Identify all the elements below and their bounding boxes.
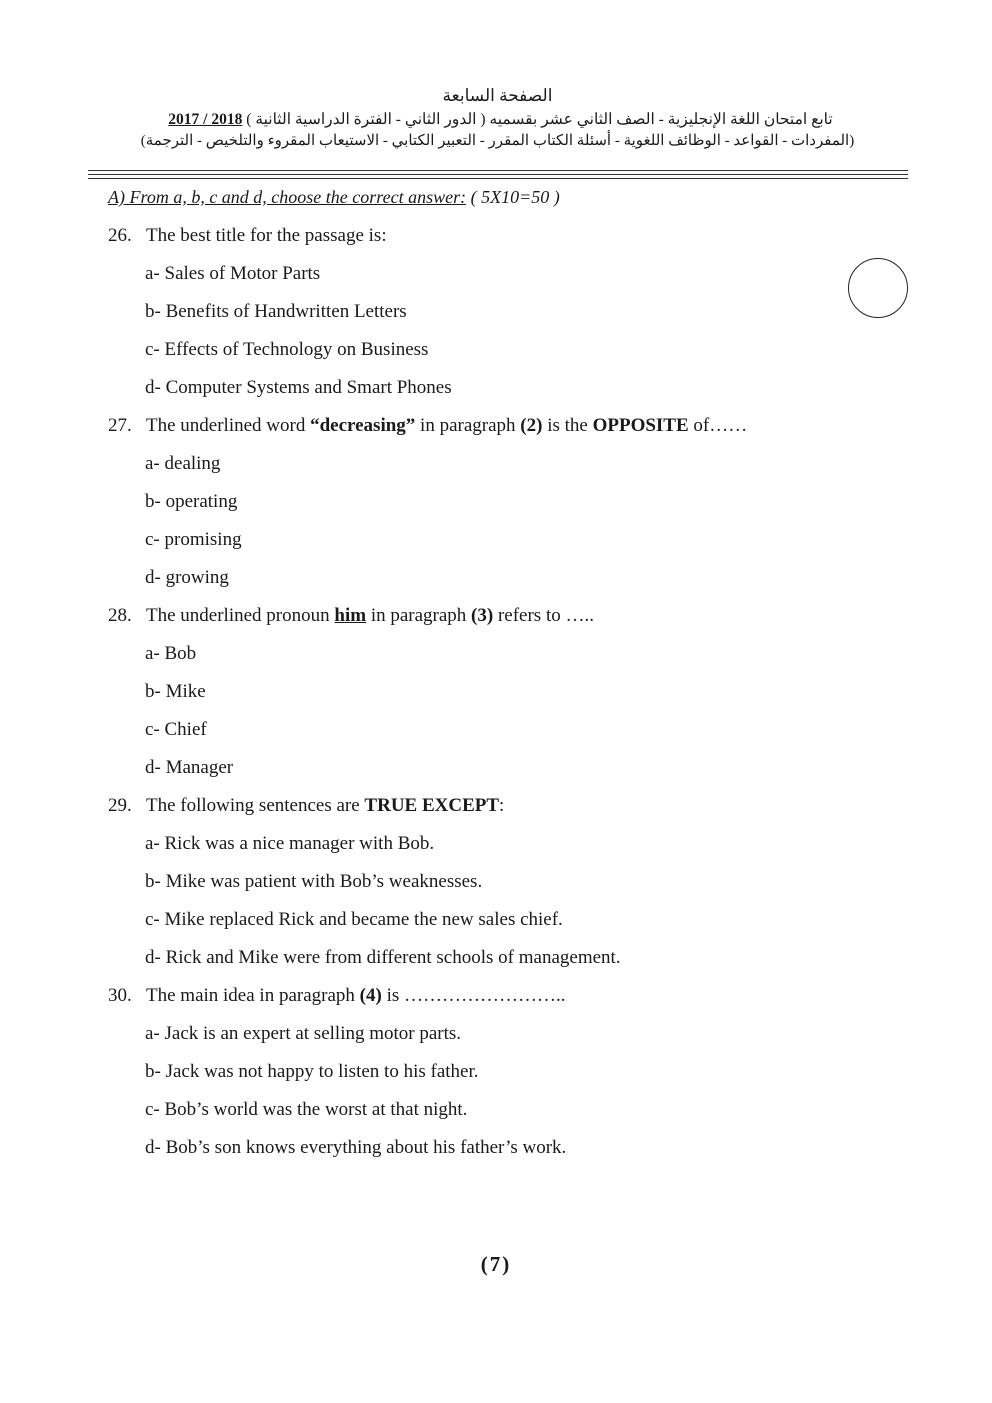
question-text-part: The underlined pronoun [146,605,335,626]
option-29d: d- Rick and Mike were from different schools of management. [145,947,621,968]
section-instruction: A) From a, b, c and d, choose the correct answer: [108,187,467,207]
paragraph-ref: (4) [359,985,382,1006]
question-29 [108,795,504,817]
question-28 [108,605,594,627]
question-number: 28. [108,605,132,626]
option-27c: c- promising [145,529,242,550]
option-29b: b- Mike was patient with Bob’s weaknesses. [145,871,483,892]
question-keyword: “decreasing” [310,415,416,436]
option-30b: b- Jack was not happy to listen to his father. [145,1061,479,1082]
question-text-part: : [499,795,505,816]
question-keyword: OPPOSITE [592,415,689,436]
question-keyword: TRUE EXCEPT [364,795,500,816]
paragraph-ref: (3) [471,605,494,626]
exam-topics-line: (المفردات - القواعد - الوظائف اللغوية - أسئلة الكتاب المقرر - التعبير الكتابي - الاستيعاب المقروء والتلخيص - الترجمة) [140,133,855,149]
option-26d: d- Computer Systems and Smart Phones [145,377,452,398]
header-divider [88,178,908,179]
score-circle [848,258,908,318]
question-text-part: refers to ….. [493,605,594,626]
question-text-part: in paragraph [366,605,472,626]
page-header [90,86,905,150]
question-text-part: The following sentences are [146,795,365,816]
option-28b: b- Mike [145,681,206,702]
header-divider [88,170,908,171]
option-27a: a- dealing [145,453,221,474]
section-marks: ( 5X10=50 ) [470,187,560,207]
section-title [108,187,560,208]
question-number: 30. [108,985,132,1006]
question-number: 26. [108,225,132,246]
option-27d: d- growing [145,567,229,588]
option-30a: a- Jack is an expert at selling motor parts. [145,1023,462,1044]
option-28c: c- Chief [145,719,207,740]
exam-title-line [90,110,905,129]
option-26b: b- Benefits of Handwritten Letters [145,301,407,322]
option-30c: c- Bob’s world was the worst at that night. [145,1099,468,1120]
question-26 [108,225,387,247]
question-27 [108,415,747,437]
question-text-part: is the [542,415,593,436]
question-text-part: The underlined word [146,415,311,436]
header-divider [88,174,908,175]
question-number: 27. [108,415,132,436]
option-28d: d- Manager [145,757,234,778]
option-29c: c- Mike replaced Rick and became the new sales chief. [145,909,563,930]
exam-year: 2018 / 2017 [168,111,243,128]
question-text-part: in paragraph [415,415,521,436]
question-number: 29. [108,795,132,816]
option-26a: a- Sales of Motor Parts [145,263,321,284]
question-keyword: him [334,605,367,626]
paragraph-ref: (2) [520,415,543,436]
question-text-part: The main idea in paragraph [146,985,360,1006]
option-28a: a- Bob [145,643,197,664]
question-text-part: is …………………….. [381,985,566,1006]
question-30 [108,985,566,1007]
option-29a: a- Rick was a nice manager with Bob. [145,833,435,854]
question-text: The best title for the passage is: [146,225,387,246]
question-text-part: of…… [688,415,748,436]
option-30d: d- Bob’s son knows everything about his father’s work. [145,1137,567,1158]
exam-title: تابع امتحان اللغة الإنجليزية - الصف الثاني عشر بقسميه ( الدور الثاني - الفترة الدراسية الثانية ) [246,111,833,128]
option-26c: c- Effects of Technology on Business [145,339,429,360]
page-number: (7) [480,1252,512,1276]
option-27b: b- operating [145,491,238,512]
page-label: الصفحة السابعة [442,86,553,105]
